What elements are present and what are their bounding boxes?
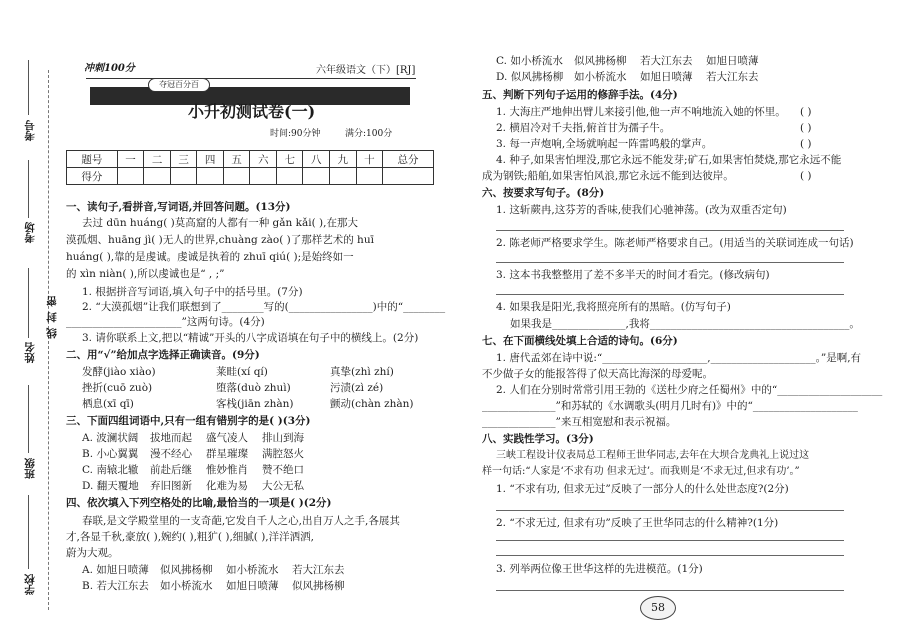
s4-option[interactable]: B. 若大江东去 (82, 580, 149, 592)
pron-option[interactable]: 污渍(zì zé) (330, 382, 384, 394)
s3-word: 排山到海 (262, 432, 304, 444)
s4-option: 如旭日喷薄 (640, 71, 693, 83)
s5-item: 成为钢铁;船舶,如果害怕风浪,那它永远不能到达彼岸。 (482, 170, 734, 182)
section-4-title: 四、依次填入下列空格处的比喻,最恰当的一项是( )(2分) (66, 497, 332, 509)
answer-paren[interactable]: ( ) (800, 106, 812, 118)
score-table (66, 150, 434, 185)
score-table-header-row (67, 151, 434, 168)
s4-option: 若大江东去 (292, 564, 345, 576)
s8-item: 2. “不求无过, 但求有功”反映了王世华同志的什么精神?(1分) (496, 517, 779, 529)
s3-word: 赞不绝口 (262, 464, 304, 476)
s3-word: 前赴后继 (150, 464, 192, 476)
s3-word: A. 波澜状阔 (82, 432, 139, 444)
answer-line[interactable] (496, 294, 844, 295)
pron-option[interactable]: 真挚(zhì zhí) (330, 366, 394, 378)
score-cell[interactable] (330, 168, 357, 185)
score-cell[interactable] (170, 168, 197, 185)
s1-line: huáng( ),靠的是虔诚。虔诚是执着的 zhuī qiú( );是始终如一 (66, 251, 354, 263)
score-cell[interactable] (276, 168, 303, 185)
page-number: 58 (640, 596, 676, 620)
score-col-header: 五 (223, 151, 250, 168)
s5-item: 2. 横眉冷对千夫指,俯首甘为孺子牛。 (496, 122, 671, 134)
score-cell[interactable] (197, 168, 224, 185)
name-line (28, 268, 29, 338)
s4-option[interactable]: D. 似风拂杨柳 (496, 71, 564, 83)
s3-word: 弃旧图新 (150, 480, 192, 492)
s1-line: 的 xìn niàn( ),所以虔诚也是“ , ;” (66, 268, 225, 280)
s3-word: 拔地而起 (150, 432, 192, 444)
s3-word: B. 小心翼翼 (82, 448, 139, 460)
s8-paragraph-line: 三峡工程设计仪表局总工程师王世华同志,去年在大坝合龙典礼上说过这 (496, 450, 810, 461)
score-cell[interactable] (356, 168, 383, 185)
s4-option: 如小桥流水 (574, 71, 627, 83)
s3-word: 惟妙惟肖 (206, 464, 248, 476)
s3-word: 大公无私 (262, 480, 304, 492)
s4-option: 如旭日喷薄 (226, 580, 279, 592)
label-seal-1: 密 (46, 296, 58, 307)
score-col-header: 一 (117, 151, 144, 168)
score-table-score-row (67, 168, 434, 185)
s4-option: 若大江东去 (640, 55, 693, 67)
label-seal-3: 线 (46, 328, 58, 339)
s1-line: 漠孤烟、huāng jì( )无人的世界,chuàng zào( )了那样艺术的 huī (66, 234, 374, 246)
answer-line[interactable] (496, 590, 844, 591)
pron-option[interactable]: 莱畦(xí qí) (216, 366, 268, 378)
answer-paren[interactable]: ( ) (800, 138, 812, 150)
s5-item: 3. 每一声炮响,全场就响起一阵雷鸣般的掌声。 (496, 138, 713, 150)
section-2-title: 二、用“√”给加点字选择正确读音。(9分) (66, 349, 260, 361)
s1-question-2: 2. “大漠孤烟”让我们联想到了________写的(________________)中的“________ (82, 301, 446, 313)
s4-option: 似风拂杨柳 (160, 564, 213, 576)
answer-line[interactable] (496, 540, 844, 541)
exam-room-line (28, 160, 29, 218)
s3-word: 化难为易 (206, 480, 248, 492)
pron-option[interactable]: 栖息(xī qī) (82, 398, 134, 410)
school-line (28, 495, 29, 569)
section-7-title: 七、在下面横线处填上合适的诗句。(6分) (482, 335, 678, 347)
pron-option[interactable]: 客栈(jiān zhàn) (216, 398, 294, 410)
s4-option[interactable]: A. 如旭日喷薄 (82, 564, 149, 576)
label-name: 姓名 (24, 342, 36, 363)
score-col-header: 十 (356, 151, 383, 168)
s4-option: 如小桥流水 (160, 580, 213, 592)
s5-item: 4. 种子,如果害怕埋没,那它永远不能发芽;矿石,如果害怕焚烧,那它永远不能 (496, 154, 842, 166)
s3-word: C. 南辕北辙 (82, 464, 139, 476)
s1-question-3: 3. 请你联系上文,把以“精诚”开头的八字成语填在句子中的横线上。(2分) (82, 332, 419, 344)
score-cell[interactable] (250, 168, 277, 185)
answer-paren[interactable]: ( ) (800, 170, 812, 182)
score-col-header: 七 (276, 151, 303, 168)
s4-option: 似风拂杨柳 (292, 580, 345, 592)
s6-item: 3. 这本书我整整用了差不多半天的时间才看完。(修改病句) (496, 269, 770, 281)
s4-option: 如旭日喷薄 (706, 55, 759, 67)
binding-margin (0, 0, 62, 636)
s7-line[interactable]: 2. 人们在分别时常常引用王勃的《送杜少府之任蜀州》中的“____________________ (496, 384, 883, 396)
s4-option: 似风拂杨柳 (574, 55, 627, 67)
s3-word: 盛气凌人 (206, 432, 248, 444)
s1-line: 去过 dūn huáng( )莫高窟的人都有一种 gǎn kǎi( ),在那大 (82, 217, 358, 229)
s4-paragraph-line: 蔚为大观。 (66, 547, 119, 559)
s1-question-2-cont: ______________________”这两句诗。(4分) (66, 316, 265, 328)
s6-item: 4. 如果我是阳光,我将照亮所有的黑暗。(仿写句子) (496, 301, 731, 313)
exam-number-line (28, 60, 29, 115)
header-rule (86, 78, 416, 79)
section-8-title: 八、实践性学习。(3分) (482, 433, 594, 445)
label-school: 学校 (24, 574, 36, 595)
s8-item: 3. 列举两位像王世华这样的先进模范。(1分) (496, 563, 703, 575)
s3-word: D. 翻天覆地 (82, 480, 139, 492)
score-cell[interactable] (144, 168, 171, 185)
s5-item: 1. 大海庄严地伸出臂儿来接引他,他一声不响地流入她的怀里。 (496, 106, 786, 118)
s4-option: 如小桥流水 (226, 564, 279, 576)
answer-line[interactable] (496, 262, 844, 263)
s4-paragraph-line: 才,各显千秋,豪放( ),婉约( ),粗犷( ),细腻( ),洋洋洒洒, (66, 531, 314, 543)
s4-option[interactable]: C. 如小桥流水 (496, 55, 563, 67)
s8-item: 1. “不求有功, 但求无过”反映了一部分人的什么处世态度?(2分) (496, 483, 789, 495)
s6-item: 1. 这斩蕨冉,这芬芳的香味,使我们心驰神荡。(改为双重否定句) (496, 204, 787, 216)
class-line (28, 385, 29, 453)
s3-word: 群星璀璨 (206, 448, 248, 460)
score-col-header: 九 (330, 151, 357, 168)
s7-line[interactable]: ______________”和苏轼的《水调歌头(明月几时有)》中的“____________________ (482, 400, 858, 412)
score-cell[interactable] (303, 168, 330, 185)
brand-logo: 冲刺100分 (84, 63, 135, 74)
score-col-header: 三 (170, 151, 197, 168)
grade-label: 六年级语文（下）[RJ] (316, 65, 416, 76)
s1-question-1: 1. 根据拼音写词语,填入句子中的括号里。(7分) (82, 286, 303, 298)
section-5-title: 五、判断下列句子运用的修辞手法。(4分) (482, 89, 678, 101)
answer-line[interactable] (496, 555, 844, 556)
s8-paragraph-line: 样一句话:“人家是‘不求有功 但求无过’。而我则是‘不求无过,但求有功’。” (482, 466, 800, 477)
score-cell[interactable] (383, 168, 434, 185)
answer-line[interactable] (496, 230, 844, 231)
section-6-title: 六、按要求写句子。(8分) (482, 187, 605, 199)
s4-option: 若大江东去 (706, 71, 759, 83)
score-label: 满分:100分 (345, 129, 393, 139)
s6-item: 2. 陈老师严格要求学生。陈老师严格要求自己。(用适当的关联词连成一句话) (496, 237, 854, 249)
section-1-title: 一、读句子,看拼音,写词语,并回答问题。(13分) (66, 201, 291, 213)
answer-paren[interactable]: ( ) (800, 122, 812, 134)
pron-option[interactable]: 挫折(cuō zuò) (82, 382, 153, 394)
score-col-header: 二 (144, 151, 171, 168)
s3-word: 满腔怒火 (262, 448, 304, 460)
label-exam-number: 考号 (24, 120, 36, 141)
binding-dashed-line (48, 70, 49, 610)
score-col-header: 总分 (383, 151, 434, 168)
s4-paragraph-line: 春联,是文学殿堂里的一支奇葩,它发自千人之心,出自万人之手,各展其 (82, 515, 400, 527)
s7-line: 不少做子女的能报答得了似天高比海深的母爱呢。 (482, 368, 713, 380)
s7-line[interactable]: ______________”来互相宽慰和表示祝福。 (482, 416, 677, 428)
time-label: 时间:90分钟 (270, 129, 321, 139)
score-col-header: 六 (250, 151, 277, 168)
label-seal-2: 封 (46, 312, 58, 323)
score-row-label: 得分 (67, 168, 118, 185)
page-title: 小升初测试卷(一) (188, 102, 316, 121)
label-class: 班级 (24, 458, 36, 479)
pron-option[interactable]: 堕落(duò zhuì) (216, 382, 291, 394)
score-cell[interactable] (117, 168, 144, 185)
answer-line[interactable] (496, 510, 844, 511)
score-col-header: 题号 (67, 151, 118, 168)
score-col-header: 八 (303, 151, 330, 168)
pron-option[interactable]: 发酵(jiào xiào) (82, 366, 156, 378)
label-exam-room: 考场 (24, 222, 36, 243)
score-col-header: 四 (197, 151, 224, 168)
s7-line[interactable]: 1. 唐代孟郊在诗中说:“____________________,____________________。”是啊,有 (496, 352, 862, 364)
score-cell[interactable] (223, 168, 250, 185)
header-tag: 夺冠百分百 (148, 78, 210, 92)
pron-option[interactable]: 颤动(chàn zhàn) (330, 398, 414, 410)
section-3-title: 三、下面四组词语中,只有一组有错别字的是( )(3分) (66, 415, 311, 427)
s3-word: 漫不经心 (150, 448, 192, 460)
s6-fill-line[interactable]: 如果我是______________,我将______________________________________。 (510, 318, 860, 330)
